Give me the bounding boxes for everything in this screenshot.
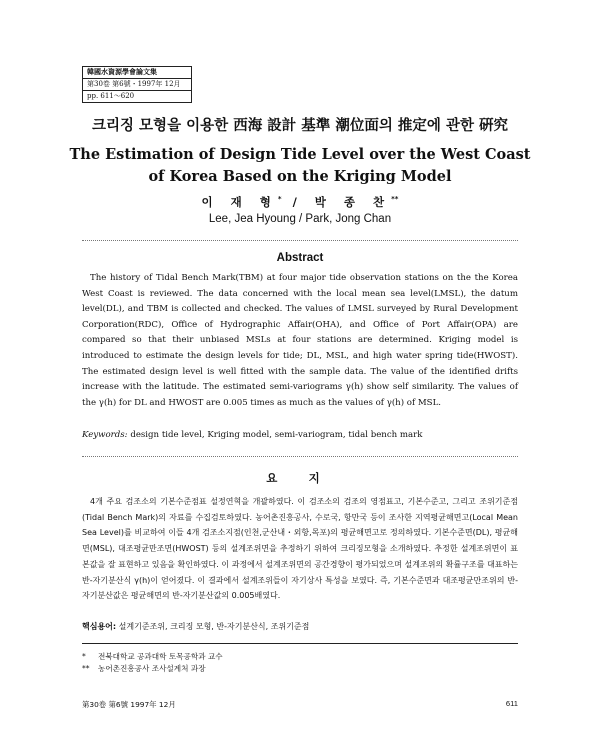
author-1-korean: 이 재 형 xyxy=(201,195,278,209)
authors-english: Lee, Jea Hyoung / Park, Jong Chan xyxy=(208,213,392,225)
abstract-heading: Abstract xyxy=(276,252,324,264)
divider-mid xyxy=(82,456,518,457)
keywords-text: design tide level, Kriging model, semi-variogram, tidal bench mark xyxy=(130,430,423,440)
author-separator: / xyxy=(292,195,304,209)
yoji-body: 4개 주요 검조소의 기본수준점표 설정연혁을 개괄하였다. 이 검조소의 검조의 영점표고, 기본수준고, 그리고 조위기준점(Tidal Bench Mark)의 자료를 수집검토하였다. 농어촌진흥공사, 수로국, 항만국 등이 조사한 지역평균해면고(Local Mean Sea Level)를 비교하여 이들 4개 검조소지점(인천,군산내・외항,목포)의 평균해면고로 정의하였다. 기본수준면(DL), 평균해면(MSL), 대조평균만조면(HWOST) 등의 설계조위면을 추정하기 위하여 크리징모형을 소개하였다. 추정한 설계조위면이 표본값을 잘 표현하고 있음을 확인하였다. 이 과정에서 설계조위면의 공간경향이 평가되었으며 설계조위의 확률구조를 대표하는 반-자기분산식 γ(h)이 얻어졌다. 이 결과에서 설계조위들이 자기상사 특성을 보였다. 즉, 기본수준면과 대조평균만조위의 반-자기분산값은 평균해면의 반-자기분산값의 0.005배였다. xyxy=(82,497,518,601)
journal-name: 韓國水資源學會論文集 xyxy=(83,67,191,79)
journal-volume: 第30卷 第6號・1997年 12月 xyxy=(83,79,191,91)
author-2-korean: 박 종 찬 xyxy=(314,195,392,209)
journal-info-box xyxy=(82,66,192,103)
abstract-body: The history of Tidal Bench Mark(TBM) at four major tide observation stations on the the Korea West Coast is reviewed. The data concerned with the local mean sea level(LMSL), the datum level(DL), and TBM is collected and checked. The values of LMSL surveyed by Rural Development Corporation(RDC), Office of Hydrographic Affair(OHA), and Office of Port Affair(OPA) are compared so that their unbiased MSLs at four stations are determined. Kriging model is introduced to estimate the design levels for tide; DL, MSL, and high water spring tide(HWOST). The estimated design level is well fitted with the sample data. The value of the identified drifts increase with the latitude. The estimated semi-variograms γ(h) show self similarity. The values of the γ(h) for DL and HWOST are 0.005 times as much as the values of γ(h) of MSL. xyxy=(82,273,518,408)
footnote-rule xyxy=(82,643,518,644)
journal-pages: pp. 611～620 xyxy=(87,92,135,100)
footnote-2 xyxy=(82,663,518,674)
authors-korean xyxy=(0,194,600,210)
paper-title-english: The Estimation of Design Tide Level over the West Coast of Korea Based on the Kriging Model xyxy=(69,146,531,185)
keywords-label: Keywords: xyxy=(82,430,128,440)
footnote-1-text: 전북대학교 공과대학 토목공학과 교수 xyxy=(98,652,223,661)
yoji-heading: 요 지 xyxy=(266,473,334,485)
divider-top xyxy=(82,240,518,241)
footnote-1-mark: * xyxy=(82,652,86,661)
page-number: 611 xyxy=(505,699,518,708)
footnote-1 xyxy=(82,651,518,662)
footnote-2-mark: ** xyxy=(82,664,90,673)
paper-title-korean: 크리징 모형을 이용한 西海 設計 基準 潮位面의 推定에 관한 硏究 xyxy=(91,118,509,134)
footer-journal-info: 第30卷 第6號 1997年 12月 xyxy=(82,700,176,709)
author-1-mark: * xyxy=(277,195,282,204)
author-2-mark: ** xyxy=(391,195,399,204)
keywords-line xyxy=(82,430,518,440)
footnote-2-text: 농어촌진흥공사 조사설계처 과장 xyxy=(98,664,206,673)
keywords-korean-label: 핵심용어: xyxy=(82,622,117,631)
keywords-korean-text: 설계기준조위, 크리징 모형, 반-자기분산식, 조위기준점 xyxy=(118,622,310,631)
keywords-korean-line xyxy=(82,621,518,632)
